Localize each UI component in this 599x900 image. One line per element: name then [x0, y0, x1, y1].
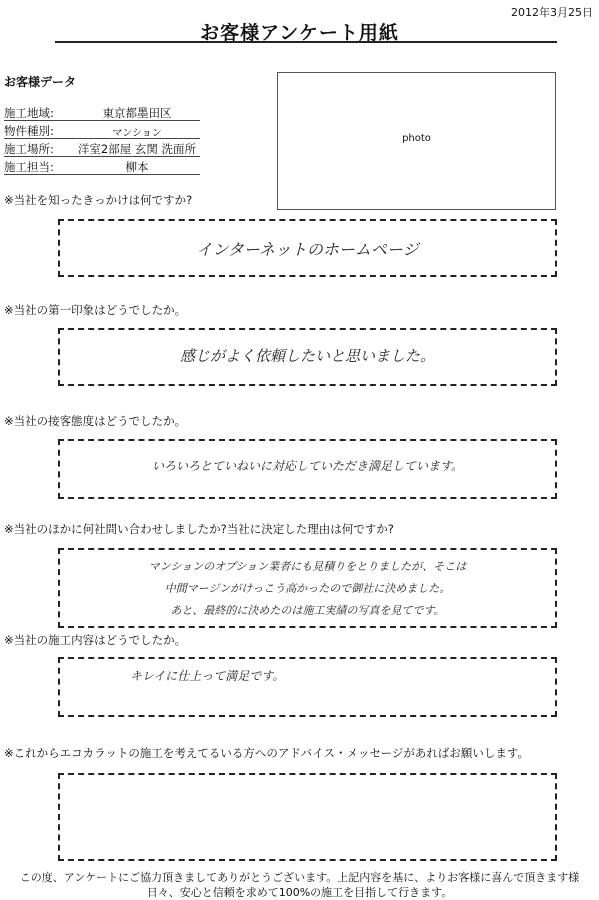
info-row-area	[4, 104, 200, 121]
answer-text: 感じがよく依頼したいと思いました。	[179, 347, 435, 365]
info-row-property-type	[4, 122, 200, 139]
answer-box-1	[58, 219, 557, 277]
info-row-location	[4, 140, 200, 157]
info-label: 施工担当:	[4, 160, 54, 174]
info-value: マンション	[112, 128, 162, 139]
footer-line-1: この度、アンケートにご協力頂きましてありがとうございます。上記内容を基に、よりお客様に喜んで頂きます様	[19, 871, 580, 884]
survey-date: 2012年3月25日	[511, 6, 593, 19]
photo-placeholder	[277, 72, 556, 210]
info-value: 柳本	[125, 160, 149, 174]
question-1: ※当社を知ったきっかけは何ですか?	[4, 193, 193, 207]
info-label: 物件種別:	[4, 124, 54, 138]
answer-text: キレイに仕上って満足です。	[130, 669, 285, 683]
title-underline	[55, 41, 557, 43]
answer-text: いろいろとていねいに対応していただき満足しています。	[151, 459, 464, 473]
info-label: 施工場所:	[4, 142, 54, 156]
page-title: お客様アンケート用紙	[200, 22, 399, 44]
question-5: ※当社の施工内容はどうでしたか。	[4, 633, 187, 647]
answer-box-4	[58, 548, 557, 628]
info-value: 洋室2部屋 玄関 洗面所	[77, 142, 197, 156]
answer-box-2	[58, 328, 557, 386]
answer-box-5	[58, 657, 557, 717]
answer-text: あと、最終的に決めたのは施工実績の写真を見てです。	[170, 604, 445, 617]
answer-text: インターネットのホームページ	[196, 240, 419, 259]
footer-line-2: 日々、安心と信頼を求めて100%の施工を目指して行きます。	[146, 886, 453, 899]
info-value: 東京都墨田区	[102, 106, 172, 120]
info-label: 施工地域:	[4, 106, 54, 120]
answer-box-6	[58, 773, 557, 861]
answer-box-3	[58, 439, 557, 499]
question-2: ※当社の第一印象はどうでしたか。	[4, 303, 187, 317]
question-3: ※当社の接客態度はどうでしたか。	[4, 414, 187, 428]
info-row-staff	[4, 158, 200, 175]
photo-label: photo	[402, 133, 431, 144]
question-6: ※これからエコカラットの施工を考えてるいる方へのアドバイス・メッセージがあればお願いします。	[4, 746, 529, 760]
answer-text: マンションのオプション業者にも見積りをとりましたが、そこは	[148, 560, 467, 573]
customer-data-heading: お客様データ	[4, 75, 77, 89]
question-4: ※当社のほかに何社問い合わせしましたか?当社に決定した理由は何ですか?	[4, 522, 394, 536]
answer-text: 中間マージンがけっこう高かったので御社に決めました。	[164, 582, 451, 595]
